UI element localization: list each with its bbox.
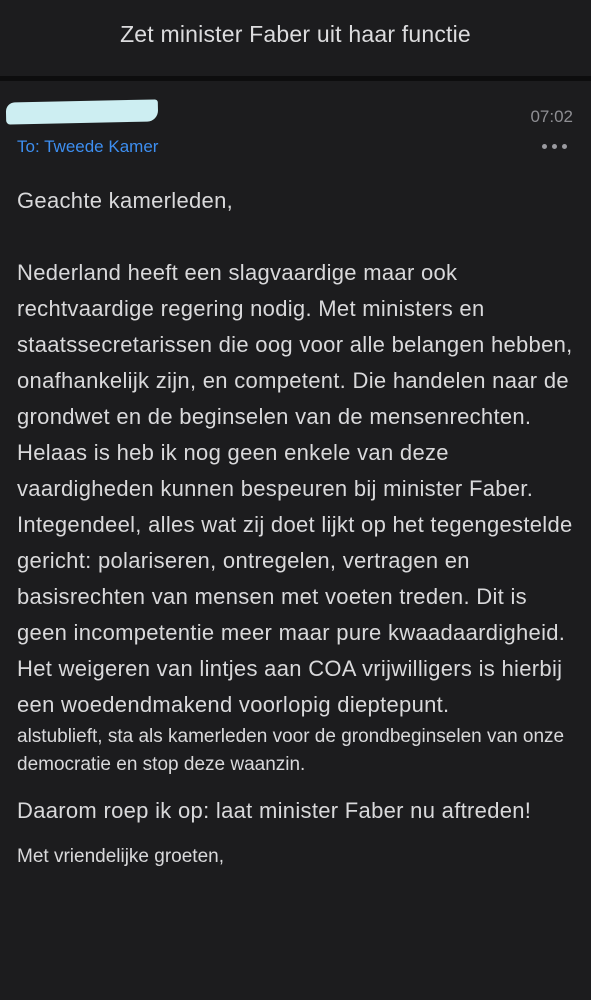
body-paragraph-2: Helaas is heb ik nog geen enkele van deze vaardigheden kunnen bespeuren bij minister Faber. Integendeel, alles wat zij doet lijkt op het tegengestelde gericht: polariseren, ontregelen, vertragen en basisrechten van mensen met voeten treden. Dit is geen incompetentie meer maar pure kwaadaardigheid. Het weigeren van lintjes aan COA vrijwilligers is hierbij een woedendmakend voorlopig dieptepunt. — [17, 440, 573, 717]
body-paragraph-3: alstublieft, sta als kamerleden voor de grondbeginselen van onze democratie en stop deze waanzin. — [17, 726, 565, 775]
dot — [562, 144, 567, 149]
dot — [552, 144, 557, 149]
email-subject: Zet minister Faber uit haar functie — [120, 20, 471, 47]
body-paragraph-1: Nederland heeft een slagvaardige maar ook rechtvaardige regering nodig. Met ministers en staatssecretarissen die oog voor alle belangen hebben, onafhankelijk zijn, en competent. Die handelen naar de grondwet en de beginselen van de mensenrechten. — [17, 260, 573, 429]
closing: Met vriendelijke groeten, — [17, 846, 224, 867]
header-divider — [0, 76, 591, 81]
body-paragraph-4: Daarom roep ik op: laat minister Faber nu aftreden! — [17, 798, 532, 823]
sender-redacted — [6, 99, 158, 124]
message-time: 07:02 — [530, 107, 573, 126]
email-header — [0, 0, 591, 76]
email-body — [17, 183, 582, 871]
recipients-link[interactable]: To: Tweede Kamer — [17, 137, 159, 156]
ellipsis-icon[interactable] — [542, 144, 567, 149]
dot — [542, 144, 547, 149]
salutation: Geachte kamerleden, — [17, 188, 234, 213]
